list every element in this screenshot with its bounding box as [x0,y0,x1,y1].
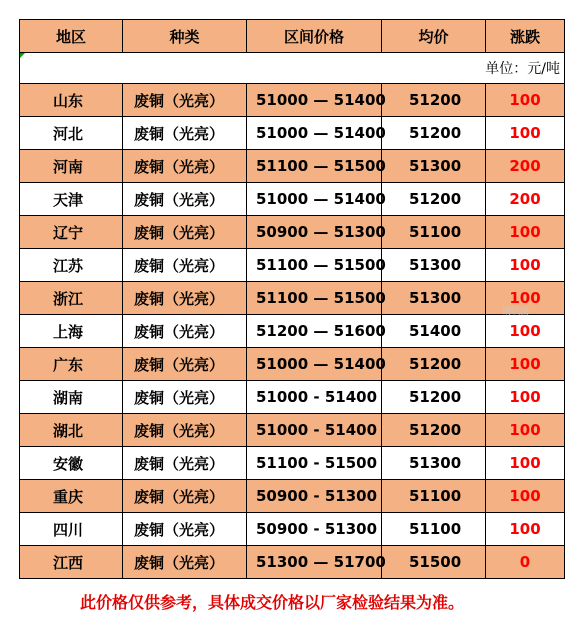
table-row [20,315,565,348]
cell-range: 50900 - 51300 [247,513,382,546]
watermark: 钢铁圈 [502,307,530,317]
cell-region: 广东 [20,348,123,381]
cell-avg: 51100 [382,480,486,513]
cell-kind: 废铜（光亮） [123,315,247,348]
cell-avg: 51500 [382,546,486,579]
header-avg: 均价 [382,20,486,53]
cell-range: 51100 — 51500 [247,150,382,183]
cell-change: 100 [486,480,565,513]
cell-range: 50900 - 51300 [247,480,382,513]
cell-change: 100 [486,447,565,480]
cell-kind: 废铜（光亮） [123,249,247,282]
cell-avg: 51300 [382,249,486,282]
cell-range: 51200 — 51600 [247,315,382,348]
table-row [20,216,565,249]
header-change: 涨跌 [486,20,565,53]
cell-kind: 废铜（光亮） [123,513,247,546]
cell-avg: 51200 [382,414,486,447]
cell-range: 51000 — 51400 [247,183,382,216]
cell-range: 51100 — 51500 [247,282,382,315]
cell-avg: 51400 [382,315,486,348]
cell-region: 江苏 [20,249,123,282]
table-row [20,348,565,381]
cell-avg: 51100 [382,216,486,249]
cell-avg: 51200 [382,183,486,216]
cell-change: 100 [486,117,565,150]
unit-row [20,53,565,84]
cell-range: 51000 — 51400 [247,117,382,150]
cell-region: 湖南 [20,381,123,414]
cell-avg: 51300 [382,282,486,315]
cell-range: 50900 — 51300 [247,216,382,249]
cell-region: 上海 [20,315,123,348]
cell-change: 100 [486,84,565,117]
cell-range: 51100 — 51500 [247,249,382,282]
cell-change: 100 [486,282,565,315]
table-row [20,150,565,183]
cell-change: 100 [486,414,565,447]
cell-avg: 51300 [382,150,486,183]
cell-region: 湖北 [20,414,123,447]
cell-avg: 51200 [382,348,486,381]
header-range: 区间价格 [247,20,382,53]
cell-change: 0 [486,546,565,579]
cell-region: 重庆 [20,480,123,513]
cell-region: 四川 [20,513,123,546]
cell-region: 天津 [20,183,123,216]
table-row [20,84,565,117]
cell-change: 200 [486,183,565,216]
cell-range: 51000 — 51400 [247,84,382,117]
cell-range: 51000 — 51400 [247,348,382,381]
cell-change: 100 [486,216,565,249]
footer-note: 此价格仅供参考，具体成交价格以厂家检验结果为准。 [80,593,465,612]
header-kind: 种类 [123,20,247,53]
cell-kind: 废铜（光亮） [123,414,247,447]
cell-kind: 废铜（光亮） [123,216,247,249]
unit-cell [20,53,565,84]
cell-region: 浙江 [20,282,123,315]
cell-region: 安徽 [20,447,123,480]
cell-kind: 废铜（光亮） [123,282,247,315]
cell-kind: 废铜（光亮） [123,381,247,414]
cell-change: 200 [486,150,565,183]
cell-kind: 废铜（光亮） [123,150,247,183]
table-row [20,117,565,150]
price-table-sheet [19,19,564,579]
table-row [20,282,565,315]
cell-avg: 51200 [382,84,486,117]
cell-kind: 废铜（光亮） [123,447,247,480]
unit-label: 单位：元/吨 [485,61,560,77]
cell-kind: 废铜（光亮） [123,348,247,381]
cell-change: 100 [486,249,565,282]
cell-kind: 废铜（光亮） [123,183,247,216]
cell-region: 河北 [20,117,123,150]
cell-kind: 废铜（光亮） [123,84,247,117]
comment-marker-icon [20,53,25,58]
cell-range: 51100 - 51500 [247,447,382,480]
cell-region: 辽宁 [20,216,123,249]
cell-avg: 51200 [382,381,486,414]
cell-kind: 废铜（光亮） [123,480,247,513]
cell-region: 山东 [20,84,123,117]
cell-kind: 废铜（光亮） [123,546,247,579]
cell-range: 51000 - 51400 [247,381,382,414]
cell-change: 100 [486,513,565,546]
cell-avg: 51300 [382,447,486,480]
price-table [19,19,565,579]
table-row [20,414,565,447]
table-row [20,513,565,546]
cell-avg: 51100 [382,513,486,546]
table-row [20,249,565,282]
table-row [20,381,565,414]
cell-kind: 废铜（光亮） [123,117,247,150]
cell-range: 51300 — 51700 [247,546,382,579]
table-row [20,183,565,216]
header-region: 地区 [20,20,123,53]
table-row [20,480,565,513]
header-row [20,20,565,53]
cell-change: 100 [486,315,565,348]
table-row [20,546,565,579]
cell-range: 51000 - 51400 [247,414,382,447]
table-row [20,447,565,480]
cell-region: 江西 [20,546,123,579]
cell-avg: 51200 [382,117,486,150]
cell-region: 河南 [20,150,123,183]
cell-change: 100 [486,381,565,414]
cell-change: 100 [486,348,565,381]
